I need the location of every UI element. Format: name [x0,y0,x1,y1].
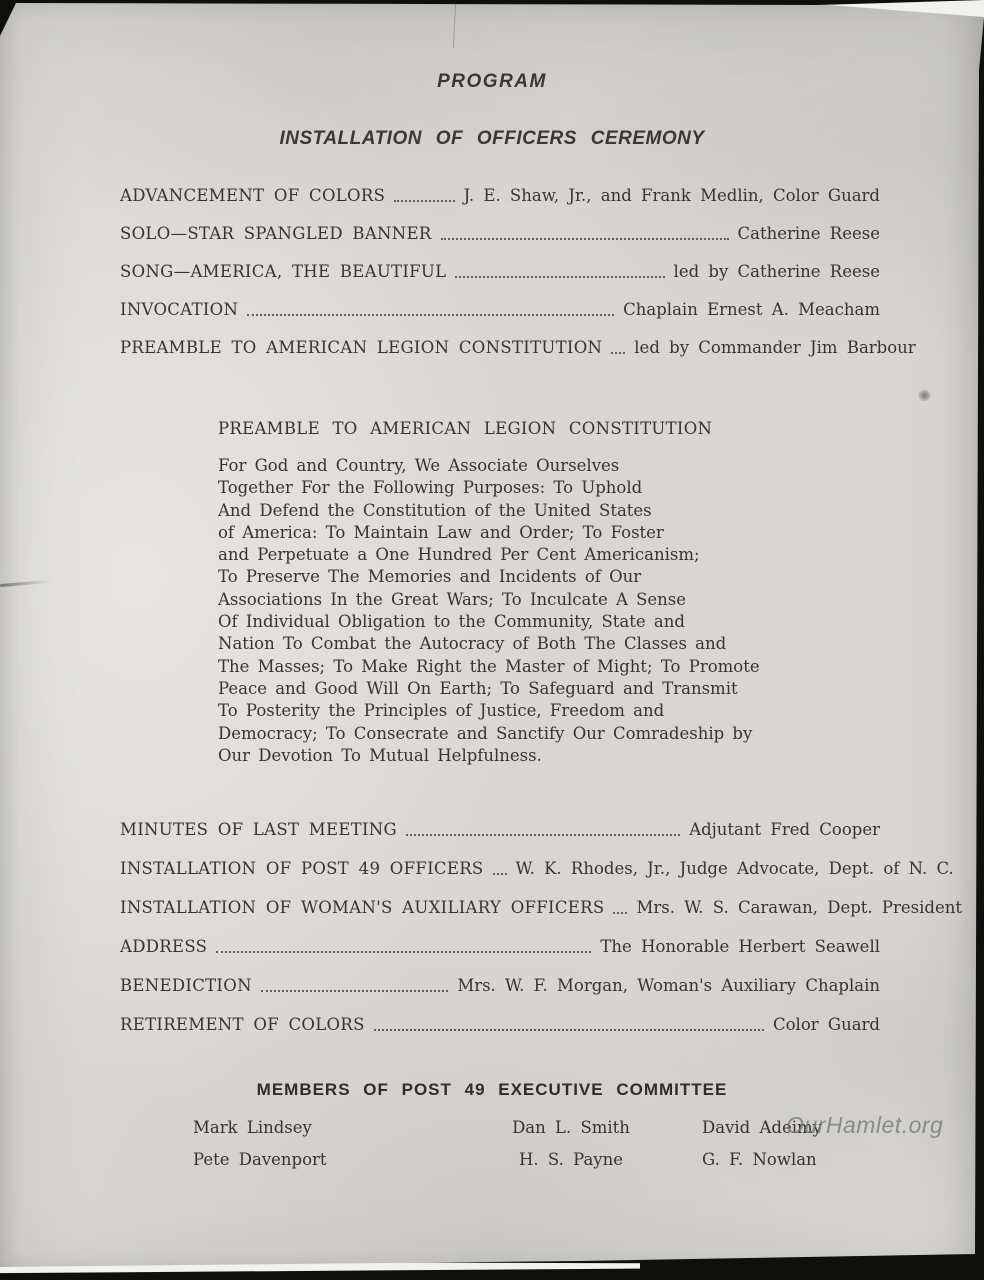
program-item-label: BENEDICTION [120,976,252,995]
program-row [120,820,880,840]
program-row [120,859,954,879]
program-row [120,224,880,244]
program-list-bottom [120,820,962,1054]
program-row [120,262,880,282]
program-row [120,338,916,358]
dotted-leader [613,912,627,914]
preamble-heading: PREAMBLE TO AMERICAN LEGION CONSTITUTION [218,419,713,438]
dotted-leader [441,238,729,240]
program-item-label: SOLO—STAR SPANGLED BANNER [120,224,432,243]
committee-member: Pete Davenport [193,1150,327,1169]
program-item-value: Mrs. W. S. Carawan, Dept. President [636,898,962,917]
preamble-line: And Defend the Constitution of the United States [218,500,652,520]
preamble-line: Democracy; To Consecrate and Sanctify Our Comradeship by [218,723,753,743]
program-item-value: led by Catherine Reese [673,262,880,281]
program-item-label: MINUTES OF LAST MEETING [120,820,398,839]
preamble-line: To Posterity the Principles of Justice, Freedom and [218,701,665,721]
page-title: PROGRAM [437,71,547,92]
dotted-leader [406,834,680,836]
program-item-label: RETIREMENT OF COLORS [120,1015,365,1034]
program-row [120,937,880,957]
program-item-value: Chaplain Ernest A. Meacham [623,300,880,319]
program-item-value: J. E. Shaw, Jr., and Frank Medlin, Color Guard [463,186,880,205]
dotted-leader [247,314,614,316]
program-item-value: Mrs. W. F. Morgan, Woman's Auxiliary Chaplain [457,976,880,995]
dotted-leader [216,951,591,953]
preamble-line: Of Individual Obligation to the Community, State and [218,612,685,632]
program-item-label: INSTALLATION OF WOMAN'S AUXILIARY OFFICERS [120,898,605,917]
program-row [120,300,880,320]
preamble-paragraph [218,455,760,767]
preamble-line: Our Devotion To Mutual Helpfulness. [218,745,542,765]
program-item-value: W. K. Rhodes, Jr., Judge Advocate, Dept. of N. C. [515,859,954,878]
site-watermark: OurHamlet.org [786,1112,944,1138]
program-row [120,898,962,918]
preamble-line: The Masses; To Make Right the Master of Might; To Promote [218,656,760,676]
preamble-line: Nation To Combat the Autocracy of Both The Classes and [218,634,727,654]
program-row [120,976,880,996]
program-item-value: Color Guard [773,1015,880,1034]
program-item-value: Catherine Reese [737,224,880,243]
program-item-value: The Honorable Herbert Seawell [600,937,880,956]
program-item-label: INSTALLATION OF POST 49 OFFICERS [120,859,484,878]
preamble-line: Associations In the Great Wars; To Inculcate A Sense [218,589,687,609]
program-item-value: Adjutant Fred Cooper [689,820,880,839]
program-item-value: led by Commander Jim Barbour [634,338,916,357]
dotted-leader [374,1029,764,1031]
dotted-leader [455,276,664,278]
preamble-line: Peace and Good Will On Earth; To Safeguard and Transmit [218,678,738,698]
program-item-label: ADVANCEMENT OF COLORS [120,186,386,205]
program-row [120,1015,880,1035]
preamble-line: of America: To Maintain Law and Order; To Foster [218,522,664,542]
program-item-label: SONG—AMERICA, THE BEAUTIFUL [120,262,447,281]
program-list-top [120,186,916,376]
committee-member: G. F. Nowlan [702,1150,817,1169]
dotted-leader [261,990,449,992]
program-item-label: PREAMBLE TO AMERICAN LEGION CONSTITUTION [120,338,603,357]
committee-members-grid [193,1118,880,1170]
preamble-line: and Perpetuate a One Hundred Per Cent Americanism; [218,545,700,565]
preamble-line: For God and Country, We Associate Ourselves [218,456,620,475]
committee-member: David Adeimy [702,1118,822,1137]
committee-member: Mark Lindsey [193,1118,312,1137]
committee-member: Dan L. Smith [512,1118,630,1137]
dotted-leader [394,200,454,202]
dotted-leader [493,873,507,875]
committee-member: H. S. Payne [519,1150,623,1169]
program-item-label: ADDRESS [120,937,208,956]
dotted-leader [611,352,625,354]
preamble-line: Together For the Following Purposes: To Uphold [218,478,643,498]
committee-heading: MEMBERS OF POST 49 EXECUTIVE COMMITTEE [256,1080,728,1099]
program-row [120,186,880,206]
program-item-label: INVOCATION [120,300,239,319]
preamble-line: To Preserve The Memories and Incidents of Our [218,567,642,587]
ceremony-subtitle: INSTALLATION OF OFFICERS CEREMONY [279,128,705,149]
